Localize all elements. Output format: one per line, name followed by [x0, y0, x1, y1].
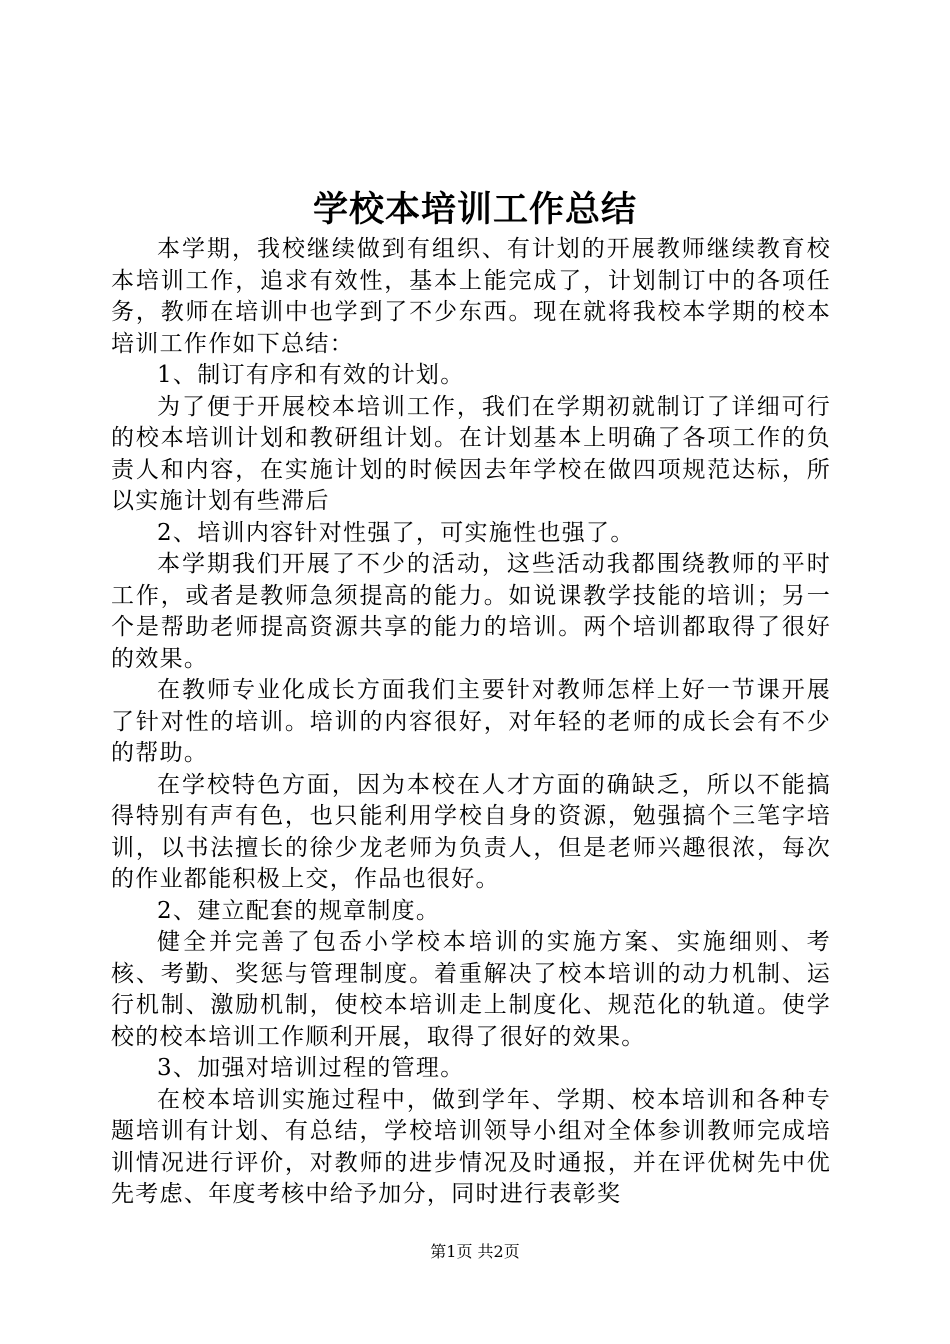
paragraph-professional-growth: 在教师专业化成长方面我们主要针对教师怎样上好一节课开展了针对性的培训。培训的内容很好，对年轻的老师的成长会有不少的帮助。: [111, 677, 831, 766]
paragraph-activities: 本学期我们开展了不少的活动，这些活动我都围绕教师的平时工作，或者是教师急须提高的能力。如说课教学技能的培训；另一个是帮助老师提高资源共享的能力的培训。两个培训都取得了很好的效果。: [111, 551, 831, 672]
section-heading-rules: 2、建立配套的规章制度。: [157, 897, 441, 924]
document-body: [111, 234, 831, 1211]
section-heading-plan: 1、制订有序和有效的计划。: [157, 362, 465, 388]
paragraph-plan: 为了便于开展校本培训工作，我们在学期初就制订了详细可行的校本培训计划和教研组计划。在计划基本上明确了各项工作的负责人和内容，在实施计划的时候因去年学校在做四项规范达标，所以实施计划有些滞后: [111, 393, 831, 514]
section-heading-content: 2、培训内容针对性强了，可实施性也强了。: [157, 519, 635, 546]
page-footer: 第1页 共2页: [430, 1242, 520, 1261]
paragraph-school-features: 在学校特色方面，因为本校在人才方面的确缺乏，所以不能搞得特别有声有色，也只能利用学校自身的资源，勉强搞个三笔字培训，以书法擅长的徐少龙老师为负责人，但是老师兴趣很浓，每次的作业都能积极上交，作品也很好。: [111, 771, 831, 892]
paragraph-management: 在校本培训实施过程中，做到学年、学期、校本培训和各种专题培训有计划、有总结，学校培训领导小组对全体参训教师完成培训情况进行评价，对教师的进步情况及时通报，并在评优树先中优先考虑、年度考核中给予加分，同时进行表彰奖: [111, 1086, 831, 1207]
section-heading-management: 3、加强对培训过程的管理。: [157, 1055, 465, 1081]
document-title: 学校本培训工作总结: [312, 189, 637, 230]
paragraph-intro: 本学期，我校继续做到有组织、有计划的开展教师继续教育校本培训工作，追求有效性，基本上能完成了，计划制订中的各项任务，教师在培训中也学到了不少东西。现在就将我校本学期的校本培训工作作如下总结：: [111, 236, 831, 357]
paragraph-rules: 健全并完善了包岙小学校本培训的实施方案、实施细则、考核、考勤、奖惩与管理制度。着重解决了校本培训的动力机制、运行机制、激励机制，使校本培训走上制度化、规范化的轨道。使学校的校本培训工作顺利开展，取得了很好的效果。: [111, 929, 831, 1050]
